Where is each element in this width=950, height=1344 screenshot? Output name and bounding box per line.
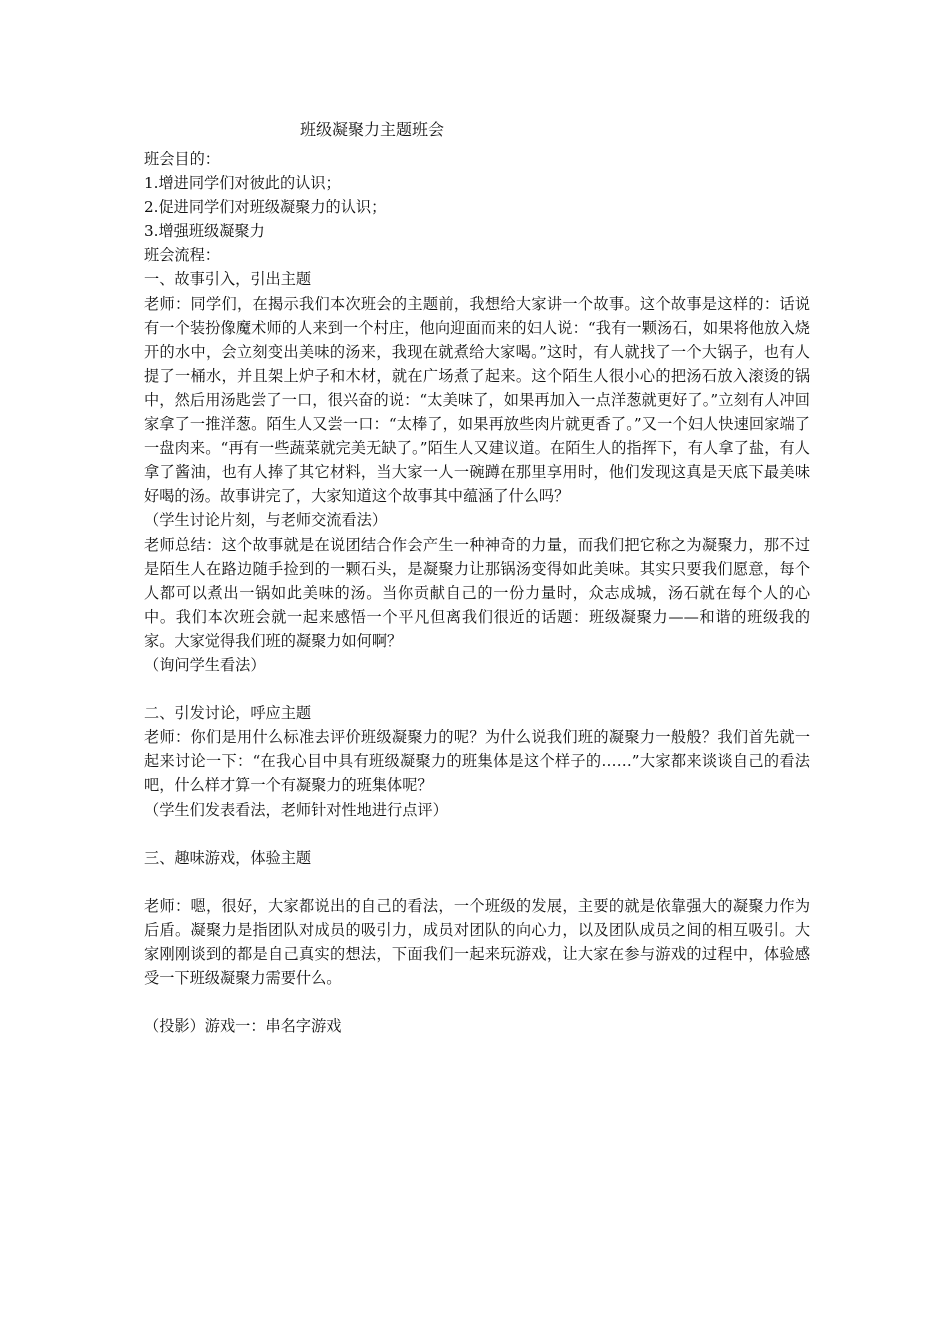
section-3-game: （投影）游戏一：串名字游戏 <box>144 1017 342 1036</box>
section-3-text: 老师：嗯，很好，大家都说出的自己的看法，一个班级的发展，主要的就是依靠强大的凝聚力作为后盾。凝聚力是指团队对成员的吸引力，成员对团队的向心力，以及团队成员之间的相互吸引。大家刚刚谈到的都是自己真实的想法，下面我们一起来玩游戏，让大家在参与游戏的过程中，体验感受一下班级凝聚力需要什么。 <box>144 896 810 988</box>
spacer <box>144 822 810 846</box>
goals-heading: 班会目的： <box>144 150 220 168</box>
section-2-note: （学生们发表看法，老师针对性地进行点评） <box>144 800 448 819</box>
section-1-heading: 一、故事引入，引出主题 <box>144 270 312 289</box>
spacer <box>144 870 810 894</box>
section-1-story: 老师：同学们，在揭示我们本次班会的主题前，我想给大家讲一个故事。这个故事是这样的：话说有一个装扮像魔术师的人来到一个村庄，他向迎面而来的妇人说：“我有一颗汤石，如果将他放入烧开的水中，会立刻变出美味的汤来，我现在就煮给大家喝。”这时，有人就找了一个大锅子，也有人提了一桶水，并且架上炉子和木材，就在广场煮了起来。这个陌生人很小心的把汤石放入滚烫的锅中，然后用汤匙尝了一口，很兴奋的说：“太美味了，如果再加入一点洋葱就更好了。”立刻有人冲回家拿了一推洋葱。陌生人又尝一口：“太棒了，如果再放些肉片就更香了。”又一个妇人快速回家端了一盘肉来。“再有一些蔬菜就完美无缺了。”陌生人又建议道。在陌生人的指挥下，有人拿了盐，有人拿了酱油，也有人捧了其它材料，当大家一人一碗蹲在那里享用时，他们发现这真是天底下最美味好喝的汤。故事讲完了，大家知道这个故事其中蕴涵了什么吗？ <box>144 294 810 506</box>
section-3-heading: 三、趣味游戏，体验主题 <box>144 848 312 867</box>
section-1-note-ask: （询问学生看法） <box>144 655 266 674</box>
section-1-note-discussion: （学生讨论片刻，与老师交流看法） <box>144 511 387 530</box>
document-body <box>144 147 810 1038</box>
document-title: 班级凝聚力主题班会 <box>300 120 445 139</box>
section-2-heading: 二、引发讨论，呼应主题 <box>144 704 312 723</box>
goal-item-3: 3.增强班级凝聚力 <box>144 222 265 241</box>
spacer <box>144 677 810 701</box>
section-1-summary: 老师总结：这个故事就是在说团结合作会产生一种神奇的力量，而我们把它称之为凝聚力，那不过是陌生人在路边随手捡到的一颗石头，是凝聚力让那锅汤变得如此美味。其实只要我们愿意，每个人都可以煮出一锅如此美味的汤。当你贡献自己的一份力量时，众志成城，汤石就在每个人的心中。我们本次班会就一起来感悟一个平凡但离我们很近的话题：班级凝聚力——和谐的班级我的家。大家觉得我们班的凝聚力如何啊？ <box>144 535 810 650</box>
section-2-text: 老师：你们是用什么标准去评价班级凝聚力的呢？为什么说我们班的凝聚力一般般？我们首先就一起来讨论一下：“在我心目中具有班级凝聚力的班集体是这个样子的……”大家都来谈谈自己的看法吧，什么样才算一个有凝聚力的班集体呢？ <box>144 728 810 795</box>
goal-item-1: 1.增进同学们对彼此的认识； <box>144 174 341 193</box>
spacer <box>144 990 810 1014</box>
process-heading: 班会流程： <box>144 246 220 265</box>
goal-item-2: 2.促进同学们对班级凝聚力的认识； <box>144 198 387 217</box>
